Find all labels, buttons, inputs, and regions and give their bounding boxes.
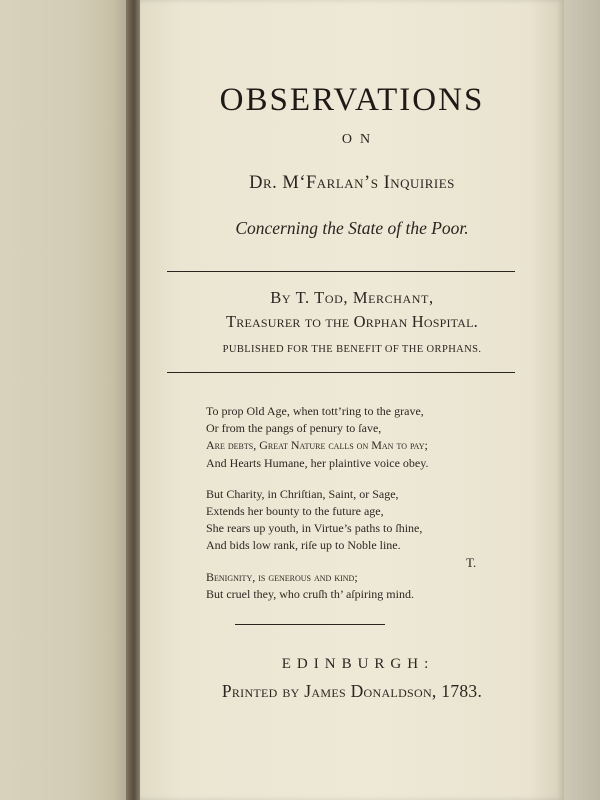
author-line: By T. Tod, Merchant, [270, 288, 434, 307]
verse-line: Or from the pangs of penury to ſave, [206, 421, 382, 436]
verse-line: She rears up youth, in Virtue’s paths to ſhine, [206, 521, 423, 536]
left-page [0, 0, 133, 800]
treasurer-line: Treasurer to the Orphan Hospital. [226, 312, 478, 331]
published-line: PUBLISHED FOR THE BENEFIT OF THE ORPHANS. [222, 344, 482, 355]
verse-line: Are debts, Great Nature calls on Man to pay; [206, 438, 428, 453]
imprint-city: EDINBURGH: [281, 656, 435, 672]
title-page [140, 0, 564, 800]
verse-initial: T. [466, 555, 477, 570]
verse-line: But Charity, in Chriſtian, Saint, or Sage, [206, 486, 399, 501]
verse-line: To prop Old Age, when tott’ring to the grave, [206, 404, 424, 418]
stanza-gap [206, 555, 428, 569]
verse-line: But cruel they, who cruſh th’ aſpiring mind. [206, 586, 414, 601]
subject-line: Dr. M‘Farlan’s Inquiries [249, 173, 455, 193]
top-rule [167, 271, 515, 272]
verse-line: Benignity, is generous and kind; [206, 569, 358, 584]
on-word: ON [341, 132, 379, 147]
imprint-printer: Printed by James Donaldson, 1783. [221, 681, 483, 701]
verse-block [206, 403, 428, 603]
verse-line: And bids low rank, riſe up to Noble line. [206, 538, 401, 553]
bottom-rule [235, 624, 385, 625]
verse-line: Extends her bounty to the future age, [206, 504, 384, 519]
verse-line: And Hearts Humane, her plaintive voice obey. [206, 455, 429, 470]
stanza-gap [206, 472, 428, 486]
background-right [560, 0, 600, 800]
concerning-line: Concerning the State of the Poor. [235, 218, 469, 238]
middle-rule [167, 372, 515, 373]
page-title: OBSERVATIONS [219, 82, 485, 118]
